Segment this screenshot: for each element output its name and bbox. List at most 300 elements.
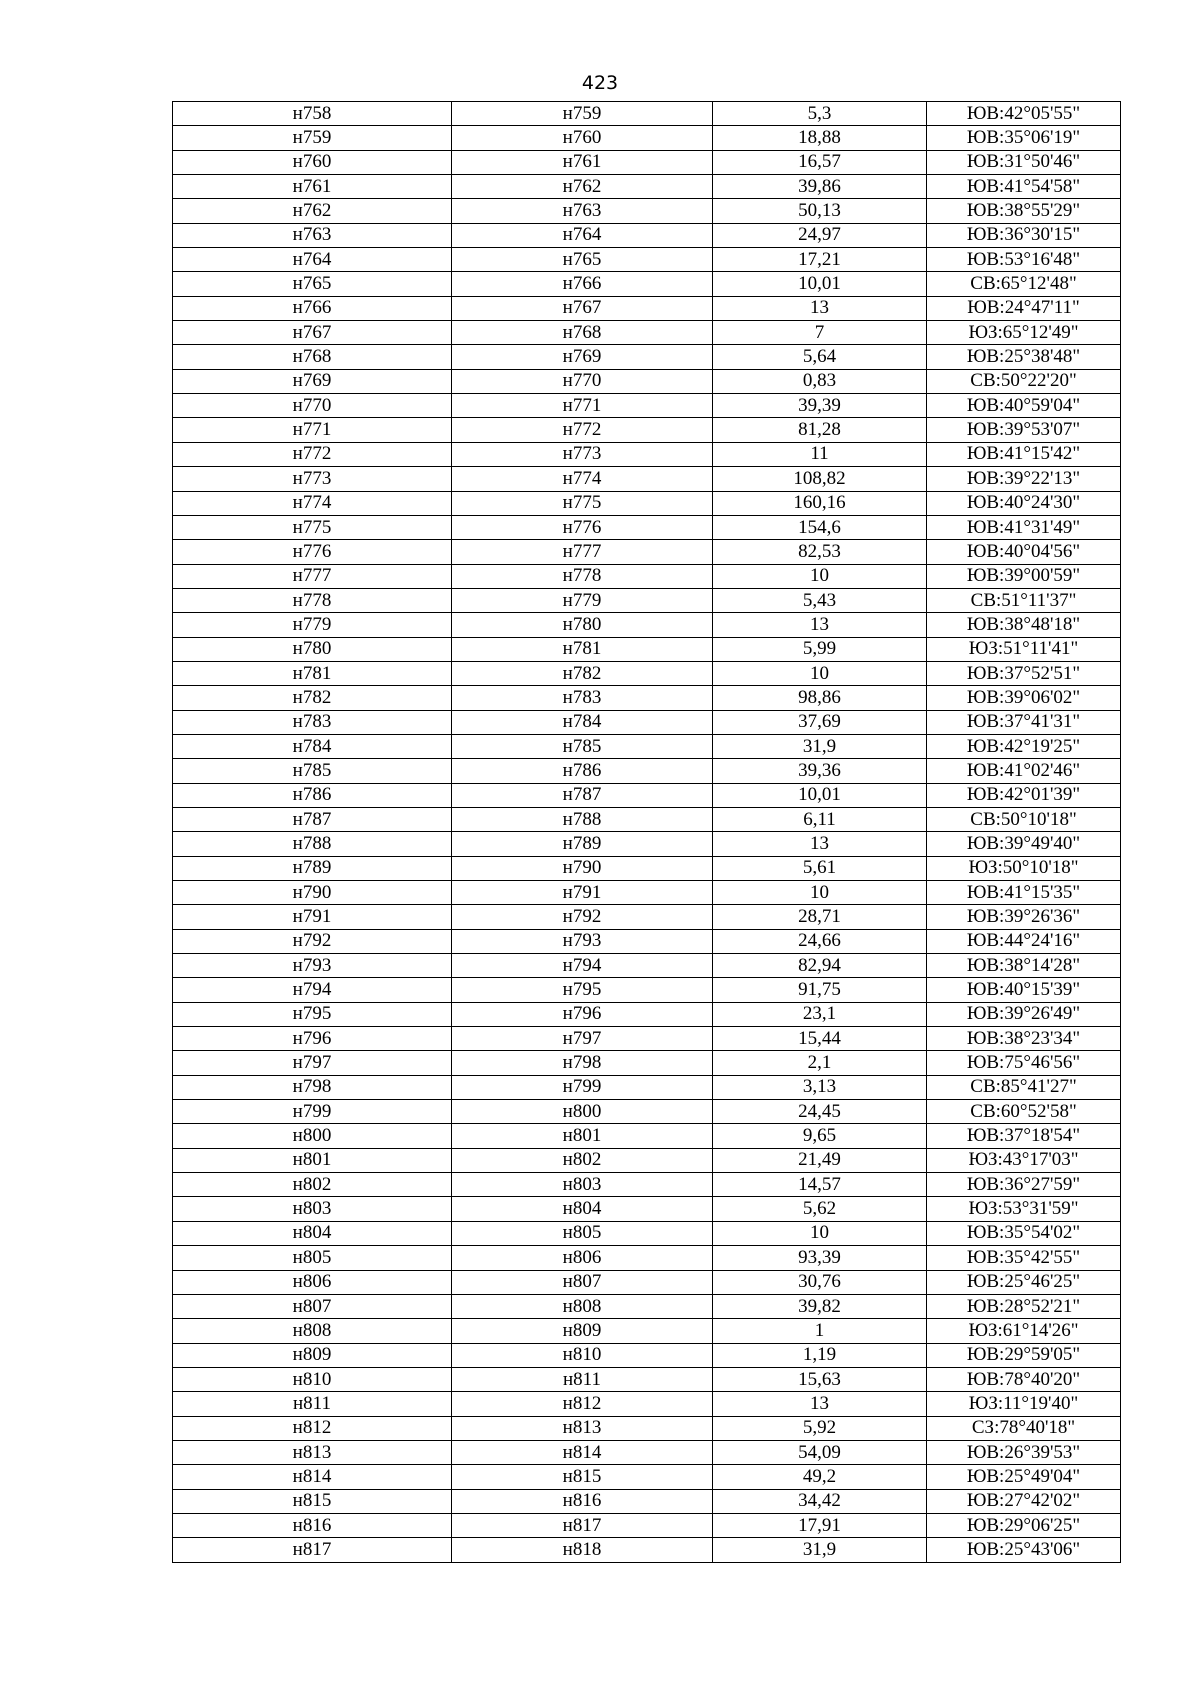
table-row: [173, 1489, 1121, 1513]
bearing-cell: ЮВ:41°54'58": [927, 175, 1121, 199]
bearing-cell: СВ:60°52'58": [927, 1100, 1121, 1124]
bearing-cell: ЮВ:39°26'36": [927, 905, 1121, 929]
from-point-cell: н802: [173, 1173, 452, 1197]
from-point-cell: н770: [173, 394, 452, 418]
table-row: [173, 515, 1121, 539]
from-point-cell: н811: [173, 1392, 452, 1416]
bearing-cell: ЮВ:28°52'21": [927, 1294, 1121, 1318]
distance-cell: 98,86: [713, 686, 927, 710]
bearing-cell: ЮВ:75°46'56": [927, 1051, 1121, 1075]
bearing-cell: ЮВ:39°00'59": [927, 564, 1121, 588]
to-point-cell: н791: [452, 881, 713, 905]
distance-cell: 14,57: [713, 1173, 927, 1197]
table-row: [173, 442, 1121, 466]
from-point-cell: н806: [173, 1270, 452, 1294]
distance-cell: 10,01: [713, 783, 927, 807]
table-row: [173, 710, 1121, 734]
bearing-cell: ЮЗ:65°12'49": [927, 321, 1121, 345]
from-point-cell: н797: [173, 1051, 452, 1075]
bearing-cell: СВ:51°11'37": [927, 588, 1121, 612]
to-point-cell: н759: [452, 102, 713, 126]
distance-cell: 5,61: [713, 856, 927, 880]
table-row: [173, 1319, 1121, 1343]
to-point-cell: н813: [452, 1416, 713, 1440]
to-point-cell: н811: [452, 1367, 713, 1391]
to-point-cell: н785: [452, 734, 713, 758]
bearing-cell: ЮВ:78°40'20": [927, 1367, 1121, 1391]
distance-cell: 82,94: [713, 954, 927, 978]
to-point-cell: н782: [452, 661, 713, 685]
table-row: [173, 1246, 1121, 1270]
bearing-cell: ЮВ:53°16'48": [927, 248, 1121, 272]
from-point-cell: н793: [173, 954, 452, 978]
distance-cell: 50,13: [713, 199, 927, 223]
to-point-cell: н816: [452, 1489, 713, 1513]
to-point-cell: н780: [452, 613, 713, 637]
table-row: [173, 807, 1121, 831]
table-row: [173, 929, 1121, 953]
to-point-cell: н763: [452, 199, 713, 223]
to-point-cell: н797: [452, 1027, 713, 1051]
to-point-cell: н789: [452, 832, 713, 856]
table-row: [173, 467, 1121, 491]
table-row: [173, 1367, 1121, 1391]
distance-cell: 10: [713, 881, 927, 905]
distance-cell: 54,09: [713, 1440, 927, 1464]
table-row: [173, 783, 1121, 807]
from-point-cell: н784: [173, 734, 452, 758]
distance-cell: 81,28: [713, 418, 927, 442]
to-point-cell: н817: [452, 1513, 713, 1537]
to-point-cell: н764: [452, 223, 713, 247]
distance-cell: 24,97: [713, 223, 927, 247]
table-row: [173, 734, 1121, 758]
from-point-cell: н787: [173, 807, 452, 831]
distance-cell: 10: [713, 1221, 927, 1245]
bearing-cell: СВ:85°41'27": [927, 1075, 1121, 1099]
distance-cell: 6,11: [713, 807, 927, 831]
to-point-cell: н784: [452, 710, 713, 734]
distance-cell: 39,82: [713, 1294, 927, 1318]
table-row: [173, 905, 1121, 929]
to-point-cell: н781: [452, 637, 713, 661]
from-point-cell: н800: [173, 1124, 452, 1148]
from-point-cell: н776: [173, 540, 452, 564]
table-row: [173, 1343, 1121, 1367]
bearing-cell: ЮВ:29°59'05": [927, 1343, 1121, 1367]
from-point-cell: н764: [173, 248, 452, 272]
from-point-cell: н785: [173, 759, 452, 783]
to-point-cell: н790: [452, 856, 713, 880]
distance-cell: 160,16: [713, 491, 927, 515]
distance-cell: 0,83: [713, 369, 927, 393]
distance-cell: 13: [713, 296, 927, 320]
to-point-cell: н787: [452, 783, 713, 807]
to-point-cell: н808: [452, 1294, 713, 1318]
distance-cell: 21,49: [713, 1148, 927, 1172]
from-point-cell: н792: [173, 929, 452, 953]
to-point-cell: н799: [452, 1075, 713, 1099]
from-point-cell: н768: [173, 345, 452, 369]
table-row: [173, 1027, 1121, 1051]
to-point-cell: н804: [452, 1197, 713, 1221]
bearing-cell: ЮВ:39°26'49": [927, 1002, 1121, 1026]
distance-cell: 18,88: [713, 126, 927, 150]
to-point-cell: н762: [452, 175, 713, 199]
bearing-cell: ЮВ:41°15'35": [927, 881, 1121, 905]
bearing-cell: ЮВ:25°49'04": [927, 1465, 1121, 1489]
table-row: [173, 418, 1121, 442]
from-point-cell: н816: [173, 1513, 452, 1537]
to-point-cell: н802: [452, 1148, 713, 1172]
distance-cell: 7: [713, 321, 927, 345]
to-point-cell: н793: [452, 929, 713, 953]
from-point-cell: н791: [173, 905, 452, 929]
bearing-cell: ЮВ:39°22'13": [927, 467, 1121, 491]
from-point-cell: н796: [173, 1027, 452, 1051]
distance-cell: 10: [713, 661, 927, 685]
distance-cell: 82,53: [713, 540, 927, 564]
distance-cell: 108,82: [713, 467, 927, 491]
from-point-cell: н759: [173, 126, 452, 150]
bearing-cell: ЮВ:35°54'02": [927, 1221, 1121, 1245]
to-point-cell: н772: [452, 418, 713, 442]
table-row: [173, 175, 1121, 199]
distance-cell: 5,43: [713, 588, 927, 612]
bearing-cell: ЮВ:39°53'07": [927, 418, 1121, 442]
bearing-cell: ЮВ:42°05'55": [927, 102, 1121, 126]
from-point-cell: н761: [173, 175, 452, 199]
from-point-cell: н775: [173, 515, 452, 539]
table-row: [173, 199, 1121, 223]
to-point-cell: н792: [452, 905, 713, 929]
page-number: 423: [581, 72, 619, 94]
bearing-cell: ЮЗ:61°14'26": [927, 1319, 1121, 1343]
from-point-cell: н763: [173, 223, 452, 247]
distance-cell: 28,71: [713, 905, 927, 929]
distance-cell: 5,92: [713, 1416, 927, 1440]
from-point-cell: н809: [173, 1343, 452, 1367]
from-point-cell: н795: [173, 1002, 452, 1026]
bearing-cell: ЮВ:35°42'55": [927, 1246, 1121, 1270]
bearing-cell: ЮЗ:53°31'59": [927, 1197, 1121, 1221]
from-point-cell: н767: [173, 321, 452, 345]
bearing-cell: ЮВ:39°06'02": [927, 686, 1121, 710]
bearing-cell: ЮВ:41°15'42": [927, 442, 1121, 466]
to-point-cell: н795: [452, 978, 713, 1002]
distance-cell: 15,44: [713, 1027, 927, 1051]
boundary-points-table: [172, 101, 1121, 1563]
table-row: [173, 126, 1121, 150]
to-point-cell: н809: [452, 1319, 713, 1343]
table-row: [173, 102, 1121, 126]
bearing-cell: ЮЗ:50°10'18": [927, 856, 1121, 880]
from-point-cell: н788: [173, 832, 452, 856]
table-row: [173, 856, 1121, 880]
table-row: [173, 1270, 1121, 1294]
to-point-cell: н775: [452, 491, 713, 515]
distance-cell: 13: [713, 1392, 927, 1416]
distance-cell: 2,1: [713, 1051, 927, 1075]
table-row: [173, 1173, 1121, 1197]
bearing-cell: ЮВ:26°39'53": [927, 1440, 1121, 1464]
table-row: [173, 540, 1121, 564]
distance-cell: 5,62: [713, 1197, 927, 1221]
bearing-cell: ЮВ:25°43'06": [927, 1538, 1121, 1562]
table-row: [173, 1440, 1121, 1464]
to-point-cell: н801: [452, 1124, 713, 1148]
bearing-cell: ЮВ:38°14'28": [927, 954, 1121, 978]
from-point-cell: н801: [173, 1148, 452, 1172]
table-row: [173, 1513, 1121, 1537]
from-point-cell: н769: [173, 369, 452, 393]
distance-cell: 5,3: [713, 102, 927, 126]
distance-cell: 1: [713, 1319, 927, 1343]
to-point-cell: н779: [452, 588, 713, 612]
bearing-cell: ЮВ:41°02'46": [927, 759, 1121, 783]
from-point-cell: н778: [173, 588, 452, 612]
bearing-cell: ЮВ:25°46'25": [927, 1270, 1121, 1294]
distance-cell: 154,6: [713, 515, 927, 539]
to-point-cell: н769: [452, 345, 713, 369]
table-row: [173, 759, 1121, 783]
to-point-cell: н773: [452, 442, 713, 466]
distance-cell: 34,42: [713, 1489, 927, 1513]
table-row: [173, 150, 1121, 174]
to-point-cell: н814: [452, 1440, 713, 1464]
from-point-cell: н774: [173, 491, 452, 515]
from-point-cell: н782: [173, 686, 452, 710]
bearing-cell: ЮВ:36°27'59": [927, 1173, 1121, 1197]
to-point-cell: н774: [452, 467, 713, 491]
from-point-cell: н812: [173, 1416, 452, 1440]
bearing-cell: СВ:50°10'18": [927, 807, 1121, 831]
table-row: [173, 588, 1121, 612]
from-point-cell: н810: [173, 1367, 452, 1391]
distance-cell: 91,75: [713, 978, 927, 1002]
to-point-cell: н805: [452, 1221, 713, 1245]
table-row: [173, 345, 1121, 369]
from-point-cell: н805: [173, 1246, 452, 1270]
from-point-cell: н781: [173, 661, 452, 685]
table-row: [173, 1465, 1121, 1489]
bearing-cell: ЮВ:37°52'51": [927, 661, 1121, 685]
from-point-cell: н804: [173, 1221, 452, 1245]
from-point-cell: н789: [173, 856, 452, 880]
to-point-cell: н788: [452, 807, 713, 831]
table-row: [173, 881, 1121, 905]
to-point-cell: н777: [452, 540, 713, 564]
table-row: [173, 1100, 1121, 1124]
distance-cell: 13: [713, 613, 927, 637]
to-point-cell: н806: [452, 1246, 713, 1270]
distance-cell: 3,13: [713, 1075, 927, 1099]
to-point-cell: н770: [452, 369, 713, 393]
table-row: [173, 296, 1121, 320]
table-row: [173, 1075, 1121, 1099]
to-point-cell: н815: [452, 1465, 713, 1489]
from-point-cell: н817: [173, 1538, 452, 1562]
to-point-cell: н766: [452, 272, 713, 296]
to-point-cell: н778: [452, 564, 713, 588]
to-point-cell: н794: [452, 954, 713, 978]
from-point-cell: н814: [173, 1465, 452, 1489]
distance-cell: 39,36: [713, 759, 927, 783]
from-point-cell: н807: [173, 1294, 452, 1318]
table-row: [173, 1124, 1121, 1148]
bearing-cell: ЮВ:44°24'16": [927, 929, 1121, 953]
distance-cell: 17,91: [713, 1513, 927, 1537]
distance-cell: 15,63: [713, 1367, 927, 1391]
from-point-cell: н766: [173, 296, 452, 320]
to-point-cell: н796: [452, 1002, 713, 1026]
table-row: [173, 1538, 1121, 1562]
to-point-cell: н768: [452, 321, 713, 345]
bearing-cell: ЮВ:39°49'40": [927, 832, 1121, 856]
from-point-cell: н777: [173, 564, 452, 588]
bearing-cell: ЮВ:40°15'39": [927, 978, 1121, 1002]
table-row: [173, 1221, 1121, 1245]
from-point-cell: н803: [173, 1197, 452, 1221]
distance-cell: 93,39: [713, 1246, 927, 1270]
from-point-cell: н813: [173, 1440, 452, 1464]
distance-cell: 5,64: [713, 345, 927, 369]
from-point-cell: н771: [173, 418, 452, 442]
bearing-cell: ЮВ:42°01'39": [927, 783, 1121, 807]
bearing-cell: ЮЗ:11°19'40": [927, 1392, 1121, 1416]
bearing-cell: ЮВ:42°19'25": [927, 734, 1121, 758]
bearing-cell: ЮВ:40°04'56": [927, 540, 1121, 564]
bearing-cell: ЮВ:38°55'29": [927, 199, 1121, 223]
table-row: [173, 1294, 1121, 1318]
from-point-cell: н760: [173, 150, 452, 174]
table-row: [173, 272, 1121, 296]
from-point-cell: н772: [173, 442, 452, 466]
to-point-cell: н812: [452, 1392, 713, 1416]
from-point-cell: н794: [173, 978, 452, 1002]
bearing-cell: ЮВ:35°06'19": [927, 126, 1121, 150]
bearing-cell: ЮВ:24°47'11": [927, 296, 1121, 320]
table-row: [173, 321, 1121, 345]
bearing-cell: ЮВ:40°24'30": [927, 491, 1121, 515]
bearing-cell: ЮВ:36°30'15": [927, 223, 1121, 247]
to-point-cell: н765: [452, 248, 713, 272]
to-point-cell: н767: [452, 296, 713, 320]
distance-cell: 23,1: [713, 1002, 927, 1026]
table-row: [173, 1051, 1121, 1075]
table-row: [173, 613, 1121, 637]
to-point-cell: н810: [452, 1343, 713, 1367]
table-row: [173, 369, 1121, 393]
table-row: [173, 1416, 1121, 1440]
table-row: [173, 1392, 1121, 1416]
table-row: [173, 491, 1121, 515]
table-row: [173, 248, 1121, 272]
table-row: [173, 394, 1121, 418]
to-point-cell: н760: [452, 126, 713, 150]
distance-cell: 13: [713, 832, 927, 856]
to-point-cell: н798: [452, 1051, 713, 1075]
from-point-cell: н773: [173, 467, 452, 491]
bearing-cell: СВ:65°12'48": [927, 272, 1121, 296]
distance-cell: 24,66: [713, 929, 927, 953]
distance-cell: 1,19: [713, 1343, 927, 1367]
from-point-cell: н779: [173, 613, 452, 637]
from-point-cell: н780: [173, 637, 452, 661]
from-point-cell: н790: [173, 881, 452, 905]
distance-cell: 30,76: [713, 1270, 927, 1294]
from-point-cell: н765: [173, 272, 452, 296]
table-row: [173, 564, 1121, 588]
bearing-cell: ЮЗ:51°11'41": [927, 637, 1121, 661]
table-row: [173, 1148, 1121, 1172]
distance-cell: 31,9: [713, 734, 927, 758]
distance-cell: 39,39: [713, 394, 927, 418]
to-point-cell: н803: [452, 1173, 713, 1197]
to-point-cell: н771: [452, 394, 713, 418]
bearing-cell: ЮВ:31°50'46": [927, 150, 1121, 174]
table-row: [173, 1002, 1121, 1026]
bearing-cell: ЮВ:41°31'49": [927, 515, 1121, 539]
bearing-cell: ЮВ:27°42'02": [927, 1489, 1121, 1513]
bearing-cell: СЗ:78°40'18": [927, 1416, 1121, 1440]
distance-cell: 16,57: [713, 150, 927, 174]
bearing-cell: ЮВ:37°41'31": [927, 710, 1121, 734]
distance-cell: 31,9: [713, 1538, 927, 1562]
bearing-cell: ЮВ:29°06'25": [927, 1513, 1121, 1537]
distance-cell: 10,01: [713, 272, 927, 296]
to-point-cell: н807: [452, 1270, 713, 1294]
distance-cell: 24,45: [713, 1100, 927, 1124]
distance-cell: 49,2: [713, 1465, 927, 1489]
table-row: [173, 1197, 1121, 1221]
table-row: [173, 661, 1121, 685]
bearing-cell: ЮЗ:43°17'03": [927, 1148, 1121, 1172]
from-point-cell: н786: [173, 783, 452, 807]
table-row: [173, 686, 1121, 710]
from-point-cell: н808: [173, 1319, 452, 1343]
table-row: [173, 978, 1121, 1002]
bearing-cell: ЮВ:38°48'18": [927, 613, 1121, 637]
table-row: [173, 954, 1121, 978]
table-row: [173, 637, 1121, 661]
bearing-cell: ЮВ:25°38'48": [927, 345, 1121, 369]
bearing-cell: ЮВ:38°23'34": [927, 1027, 1121, 1051]
from-point-cell: н799: [173, 1100, 452, 1124]
table-row: [173, 832, 1121, 856]
table-body: [173, 102, 1121, 1563]
bearing-cell: СВ:50°22'20": [927, 369, 1121, 393]
table-row: [173, 223, 1121, 247]
from-point-cell: н815: [173, 1489, 452, 1513]
distance-cell: 17,21: [713, 248, 927, 272]
to-point-cell: н786: [452, 759, 713, 783]
to-point-cell: н800: [452, 1100, 713, 1124]
distance-cell: 37,69: [713, 710, 927, 734]
from-point-cell: н783: [173, 710, 452, 734]
from-point-cell: н798: [173, 1075, 452, 1099]
to-point-cell: н761: [452, 150, 713, 174]
to-point-cell: н818: [452, 1538, 713, 1562]
from-point-cell: н762: [173, 199, 452, 223]
to-point-cell: н783: [452, 686, 713, 710]
from-point-cell: н758: [173, 102, 452, 126]
distance-cell: 9,65: [713, 1124, 927, 1148]
to-point-cell: н776: [452, 515, 713, 539]
distance-cell: 10: [713, 564, 927, 588]
bearing-cell: ЮВ:37°18'54": [927, 1124, 1121, 1148]
distance-cell: 39,86: [713, 175, 927, 199]
